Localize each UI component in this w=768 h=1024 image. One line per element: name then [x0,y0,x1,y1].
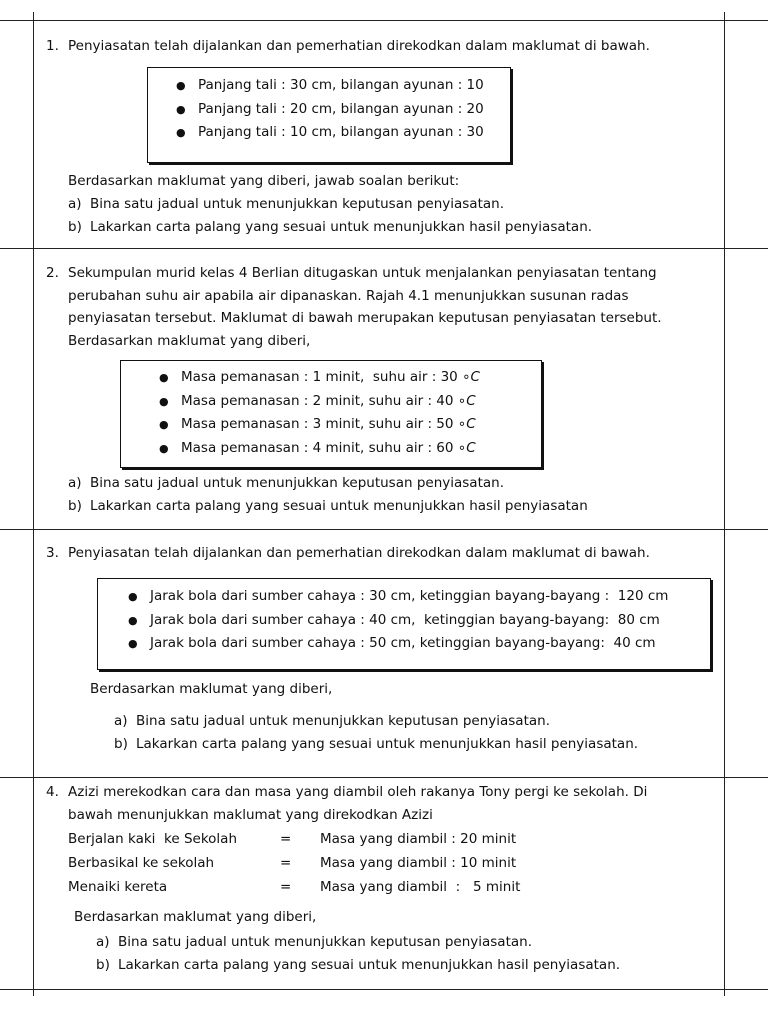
info-box-3 [97,578,711,670]
part-a: a) Bina satu jadual untuk menunjukkan keputusan penyiasatan. [96,934,532,950]
degree-unit: ∘C [462,369,480,385]
instruction-text: Berdasarkan maklumat yang diberi, [90,681,333,697]
question-text-line: Berdasarkan maklumat yang diberi, [68,332,311,349]
part-b: b) Lakarkan carta palang yang sesuai untuk menunjukkan hasil penyiasatan. [96,957,621,973]
degree-unit: ∘C [457,439,476,456]
bullet-icon: ● [128,613,138,627]
degree-unit: ∘C [457,416,476,432]
record-row: Menaiki kereta = Masa yang diambil : 5 minit [68,879,521,895]
question-2 [46,262,728,352]
info-item: ● Jarak bola dari sumber cahaya : 30 cm, ketinggian bayang-bayang : 120 cm [128,585,710,609]
part-b: b) Lakarkan carta palang yang sesuai untuk menunjukkan hasil penyiasatan [68,498,588,514]
question-number: 1. [46,38,59,54]
part-b: b) Lakarkan carta palang yang sesuai untuk menunjukkan hasil penyiasatan. [68,219,593,235]
info-box-2 [120,360,542,468]
info-item: ● Masa pemanasan : 2 minit, suhu air : 40 ∘C [159,390,541,414]
question-text-line: Azizi merekodkan cara dan masa yang diambil oleh rakanya Tony pergi ke sekolah. Di [68,784,648,800]
divider-2 [0,529,768,530]
record-row: Berbasikal ke sekolah = Masa yang diambil : 10 minit [68,855,517,871]
part-a: a) Bina satu jadual untuk menunjukkan keputusan penyiasatan. [114,713,550,729]
info-box-1 [147,67,511,163]
divider-bottom [0,989,768,990]
bullet-icon: ● [176,102,186,116]
bullet-icon: ● [159,394,169,408]
info-item: ● Jarak bola dari sumber cahaya : 40 cm, ketinggian bayang-bayang: 80 cm [128,609,710,633]
question-4-tasks [96,931,728,977]
bullet-icon: ● [176,126,186,139]
question-text: Penyiasatan telah dijalankan dan pemerhatian direkodkan dalam maklumat di bawah. [68,545,650,561]
divider-top [0,20,768,21]
question-text-line: penyiasatan tersebut. Maklumat di bawah merupakan keputusan penyiasatan tersebut. [68,310,662,326]
bullet-icon: ● [176,79,186,92]
question-4-instruction [74,906,728,929]
question-number: 4. [46,784,59,800]
info-item: ● Panjang tali : 30 cm, bilangan ayunan : 10 [176,74,510,98]
question-text: Penyiasatan telah dijalankan dan pemerhatian direkodkan dalam maklumat di bawah. [68,38,650,54]
info-item: ● Masa pemanasan : 4 minit, suhu air : 60 ∘C [159,437,541,461]
question-3 [46,542,728,565]
question-text-line: bawah menunjukkan maklumat yang direkodkan Azizi [68,806,433,823]
bullet-icon: ● [159,418,169,431]
record-row: Berjalan kaki ke Sekolah = Masa yang diambil : 20 minit [68,831,517,847]
part-b: b) Lakarkan carta palang yang sesuai untuk menunjukkan hasil penyiasatan. [114,736,639,752]
bullet-icon: ● [159,371,169,384]
info-item: ● Panjang tali : 20 cm, bilangan ayunan : 20 [176,98,510,122]
degree-unit: ∘C [457,392,476,409]
question-3-instruction [90,678,728,701]
info-item: ● Masa pemanasan : 1 minit, suhu air : 30 ∘C [159,366,541,390]
info-item: ● Masa pemanasan : 3 minit, suhu air : 50 ∘C [159,413,541,437]
question-text-line: Sekumpulan murid kelas 4 Berlian ditugaskan untuk menjalankan penyiasatan tentang [68,265,657,281]
records-table [68,827,728,899]
question-4 [46,781,728,826]
left-border [33,12,34,996]
info-item: ● Panjang tali : 10 cm, bilangan ayunan : 30 [176,121,510,145]
instruction-text: Berdasarkan maklumat yang diberi, jawab soalan berikut: [68,173,460,189]
divider-3 [0,777,768,778]
part-a: a) Bina satu jadual untuk menunjukkan keputusan penyiasatan. [68,196,504,212]
question-1-tasks [68,170,728,239]
divider-1 [0,248,768,249]
question-number: 3. [46,545,59,561]
bullet-icon: ● [128,637,138,650]
bullet-icon: ● [128,590,138,603]
question-number: 2. [46,265,59,281]
question-3-tasks [114,710,728,756]
question-1 [46,35,728,58]
info-item: ● Jarak bola dari sumber cahaya : 50 cm, ketinggian bayang-bayang: 40 cm [128,632,710,656]
question-2-tasks [68,472,728,518]
bullet-icon: ● [159,441,169,455]
question-text-line: perubahan suhu air apabila air dipanaskan. Rajah 4.1 menunjukkan susunan radas [68,287,629,304]
instruction-text: Berdasarkan maklumat yang diberi, [74,909,317,925]
part-a: a) Bina satu jadual untuk menunjukkan keputusan penyiasatan. [68,475,504,491]
